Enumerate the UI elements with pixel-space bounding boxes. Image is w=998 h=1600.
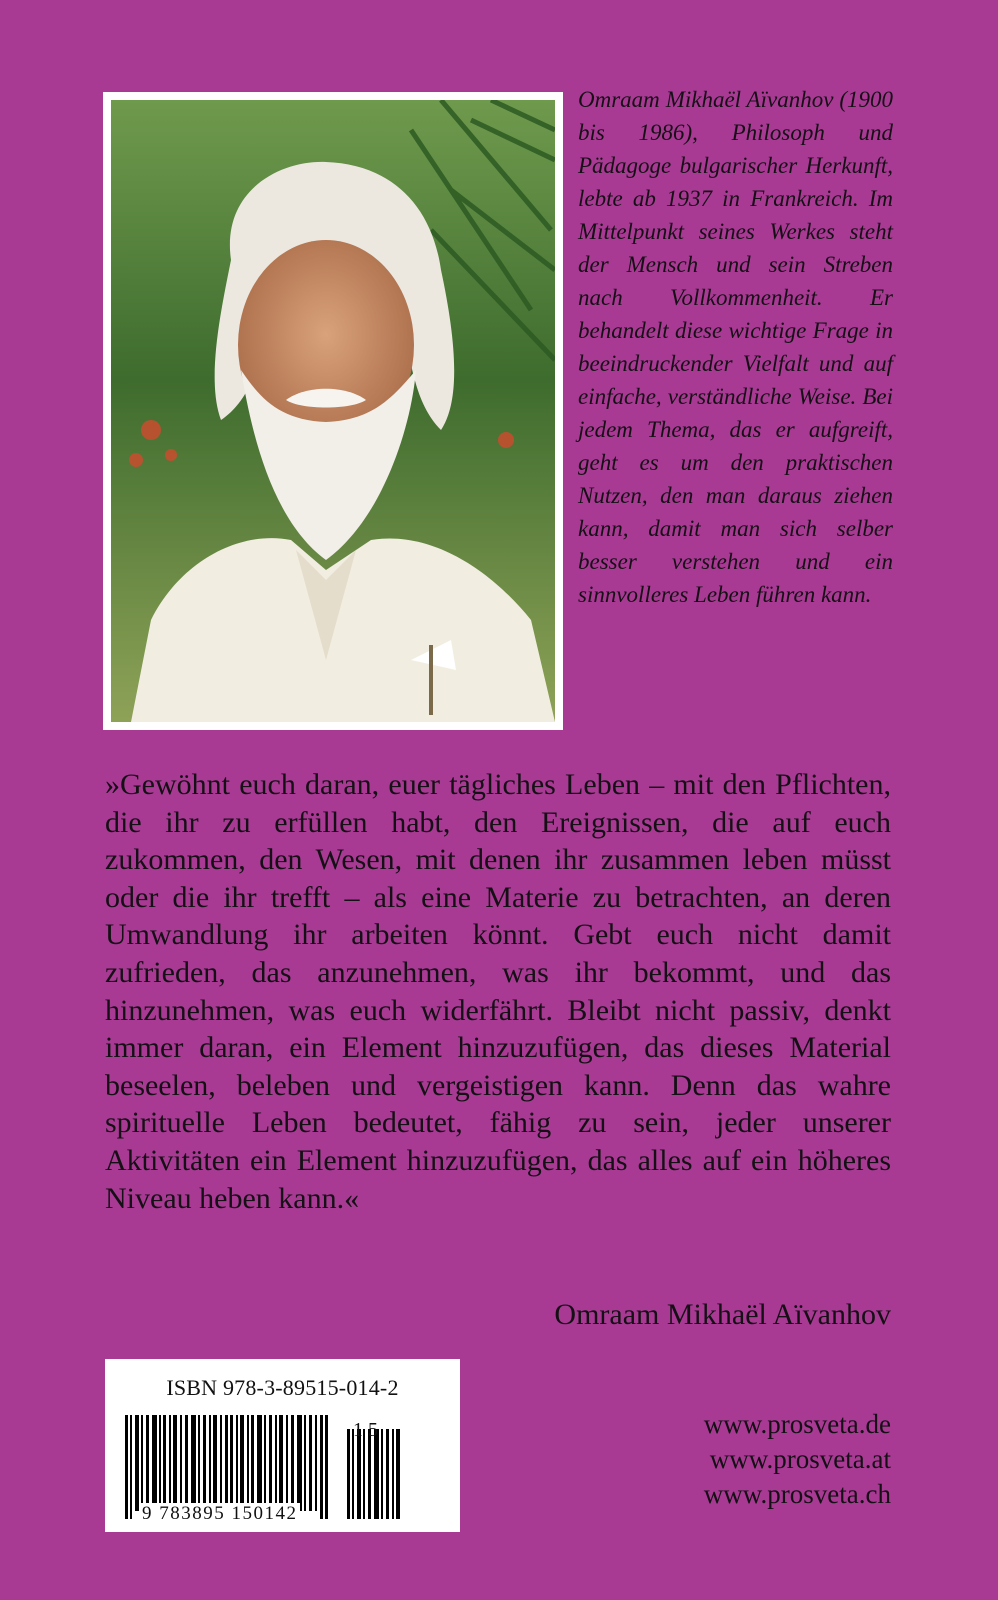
author-photo (111, 100, 555, 722)
author-quote: »Gewöhnt euch daran, euer tägliches Leben – mit den Pflichten, die ihr zu erfüllen habt, den Ereignissen, die auf euch zukommen, den Wesen, mit denen ihr zusammen leben müsst oder die ihr trefft – als eine Materie zu betrachten, an deren Umwandlung ihr arbeiten könnt. Gebt euch nicht damit zufrieden, das anzunehmen, was ihr bekommt, und das hinzunehmen, was euch widerfährt. Bleibt nicht passiv, denkt immer daran, ein Element hinzuzufügen, das dieses Material beseelen, beleben und vergeistigen kann. Denn das wahre spirituelle Leben bedeutet, fähig zu sein, jeder unserer Aktivitäten ein Element hinzuzufügen, das alles auf ein höheres Niveau heben kann.« (105, 768, 891, 1215)
link-prosveta-de[interactable]: www.prosveta.de (703, 1409, 891, 1439)
link-prosveta-ch[interactable]: www.prosveta.ch (703, 1479, 891, 1509)
author-biography: Omraam Mikhaël Aïvanhov (1900 bis 1986), Philosoph und Pädagoge bulgarischer Herkunft, lebte ab 1937 in Frankreich. Im Mittelpunkt seines Werkes steht der Mensch und sein Streben nach Vollkommenheit. Er behandelt diese wichtige Frage in beeindruckender Vielfalt und auf einfache, verständliche Weise. Bei jedem Thema, das er aufgreift, geht es um den praktischen Nutzen, den man daraus ziehen kann, damit man sich selber besser verstehen und ein sinnvolleres Leben führen kann. (578, 87, 893, 607)
author-portrait-image (111, 100, 555, 722)
barcode-digits: 9 783895 150142 (142, 1503, 298, 1524)
author-photo-frame (103, 92, 563, 730)
publisher-links (704, 1407, 891, 1512)
barcode-addon-digits: 1 5 (353, 1419, 378, 1441)
quote-attribution: Omraam Mikhaël Aïvanhov (554, 1298, 891, 1331)
isbn-label: ISBN 978-3-89515-014-2 (166, 1375, 399, 1400)
link-prosveta-at[interactable]: www.prosveta.at (709, 1444, 891, 1474)
